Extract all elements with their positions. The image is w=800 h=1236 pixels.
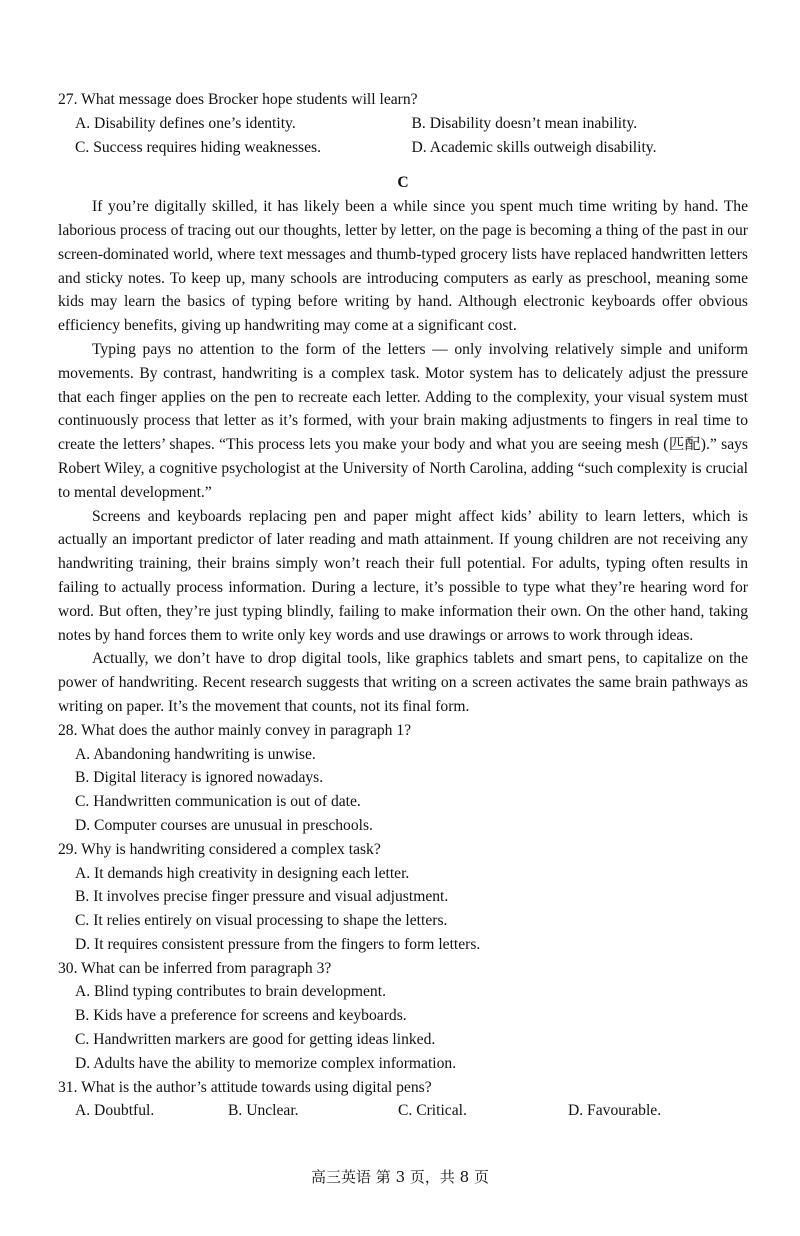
question-stem: 28. What does the author mainly convey in paragraph 1?	[58, 721, 412, 739]
question-27	[58, 88, 748, 159]
option-a: A. Disability defines one’s identity.	[75, 114, 296, 132]
option-a: A. It demands high creativity in designing each letter.	[75, 864, 410, 882]
question-stem: 27. What message does Brocker hope students will learn?	[58, 91, 418, 108]
option-b: B. Digital literacy is ignored nowadays.	[75, 769, 324, 787]
option-c: C. Critical.	[398, 1102, 467, 1120]
option-d: D. Favourable.	[568, 1102, 662, 1120]
paragraph-2: Typing pays no attention to the form of the letters — only involving relatively simple and uniform movements. By contrast, handwriting is a complex task. Motor system has to delicately adjust the pressure that each finger applies on the pen to recreate each letter. Adding to the complexity, your visual system must continuously process that letter as it’s formed, with your brain making adjustments to fingers in real time to create the letters’ shapes. “This process lets you make your body and what you are seeing mesh (匹配).” says Robert Wiley, a cognitive psychologist at the University of North Carolina, adding “such complexity is crucial to mental development.”	[58, 340, 748, 501]
paragraph-1: If you’re digitally skilled, it has likely been a while since you spent much time writing by hand. The laborious process of tracing out our thoughts, letter by letter, on the page is becoming a thing of the past in our screen-dominated world, where text messages and thumb-typed grocery lists have replaced handwritten letters and sticky notes. To keep up, many schools are introducing computers as early as preschool, meaning some kids may learn the basics of typing before writing by hand. Although electronic keyboards offer obvious efficiency benefits, giving up handwriting may come at a significant cost.	[58, 198, 748, 335]
option-a: A. Abandoning handwriting is unwise.	[75, 745, 316, 763]
option-c: C. Success requires hiding weaknesses.	[75, 138, 321, 156]
option-c: C. It relies entirely on visual processing to shape the letters.	[75, 912, 448, 930]
option-b: B. It involves precise finger pressure and visual adjustment.	[75, 888, 449, 906]
option-c: C. Handwritten communication is out of date.	[75, 793, 361, 811]
option-a: A. Blind typing contributes to brain development.	[75, 983, 386, 1001]
option-b: B. Unclear.	[228, 1102, 299, 1120]
question-stem: 29. Why is handwriting considered a complex task?	[58, 840, 381, 858]
section-heading: C	[397, 174, 409, 192]
question-30	[58, 957, 748, 1076]
option-a: A. Doubtful.	[75, 1102, 155, 1120]
question-29	[58, 838, 748, 957]
options-row	[58, 1099, 748, 1123]
question-31	[58, 1076, 748, 1124]
question-28	[58, 719, 748, 838]
option-b: B. Kids have a preference for screens and keyboards.	[75, 1007, 407, 1025]
option-d: D. Adults have the ability to memorize complex information.	[75, 1054, 457, 1072]
options-row	[58, 136, 748, 160]
option-d: D. It requires consistent pressure from the fingers to form letters.	[75, 935, 481, 953]
options-row	[58, 112, 748, 136]
exam-page	[58, 88, 748, 1123]
paragraph-4: Actually, we don’t have to drop digital tools, like graphics tablets and smart pens, to capitalize on the power of handwriting. Recent research suggests that writing on a screen activates the same brain pathways as writing on paper. It’s the movement that counts, not its final form.	[58, 650, 748, 715]
question-stem: 30. What can be inferred from paragraph 3?	[58, 959, 332, 977]
option-d: D. Computer courses are unusual in preschools.	[75, 816, 373, 834]
passage	[58, 195, 748, 719]
page-footer: 高三英语 第 3 页，共 8 页	[311, 1168, 489, 1186]
question-stem: 31. What is the author’s attitude towards using digital pens?	[58, 1078, 432, 1096]
option-c: C. Handwritten markers are good for getting ideas linked.	[75, 1031, 436, 1049]
option-b: B. Disability doesn’t mean inability.	[411, 114, 638, 132]
paragraph-3: Screens and keyboards replacing pen and paper might affect kids’ ability to learn letters, which is actually an important predictor of later reading and math attainment. If young children are not receiving any handwriting training, their brains simply won’t reach their full potential. For adults, typing often results in failing to actually process information. During a lecture, it’s possible to type what they’re hearing word for word. But often, they’re just typing blindly, failing to make information their own. On the other hand, taking notes by hand forces them to write only key words and use drawings or arrows to work through ideas.	[58, 507, 748, 644]
option-d: D. Academic skills outweigh disability.	[411, 138, 657, 156]
